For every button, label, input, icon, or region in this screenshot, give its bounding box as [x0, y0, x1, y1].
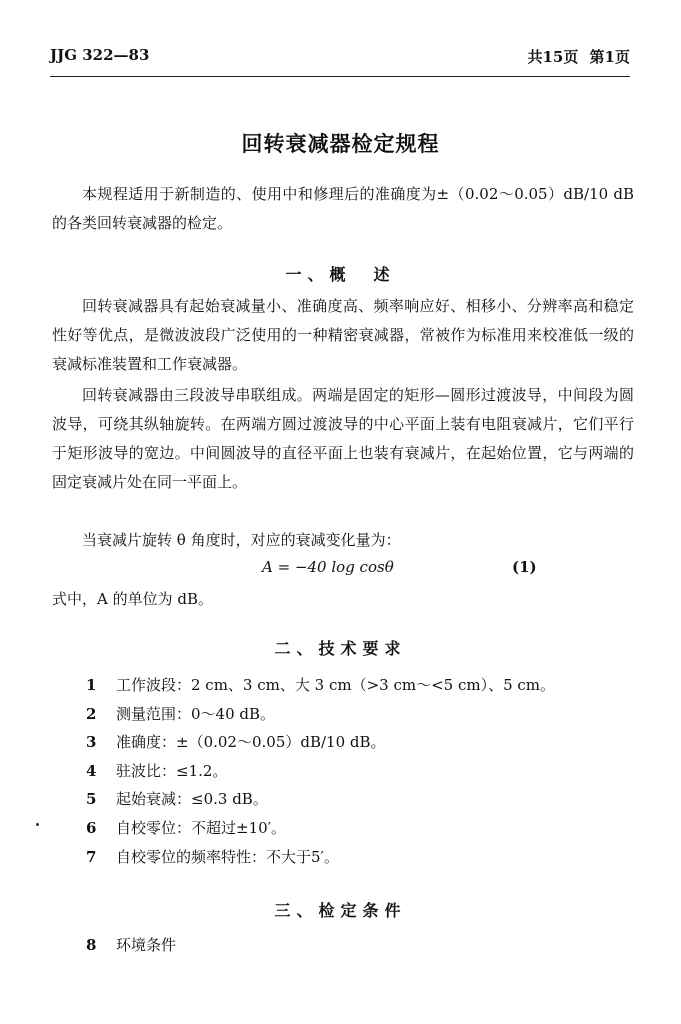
item-text: 准确度：±（0.02～0.05）dB/10 dB。: [116, 733, 386, 752]
header-rule: [50, 76, 630, 77]
standard-code: JJG 322—83: [50, 46, 150, 64]
item-text: 测量范围：0～40 dB。: [116, 704, 276, 723]
overview-paragraph-3: 当衰减片旋转 θ 角度时，对应的衰减变化量为：: [82, 531, 401, 549]
list-item: [86, 846, 646, 875]
item-text: 自校零位：不超过±10′。: [116, 818, 287, 837]
formula-note: 式中，A 的单位为 dB。: [52, 590, 213, 608]
item-number: 3: [86, 733, 97, 752]
list-item: [86, 934, 176, 955]
item-number: 7: [86, 847, 97, 866]
formula-number: (1): [512, 558, 537, 576]
section-heading-overview: 一、概 述: [285, 265, 396, 284]
item-text: 工作波段：2 cm、3 cm、大 3 cm（>3 cm～<5 cm）、5 cm。: [116, 676, 556, 694]
item-number: 1: [86, 676, 97, 694]
intro-paragraph: 本规程适用于新制造的、使用中和修理后的准确度为±（0.02～0.05）dB/10 dB 的各类回转衰减器的检定。: [52, 185, 634, 232]
list-item: [86, 817, 646, 846]
overview-paragraph-2: 回转衰减器由三段波导串联组成。两端是固定的矩形—圆形过渡波导，中间段为圆波导，可绕其纵轴旋转。在两端方圆过渡波导的中心平面上装有电阻衰减片，它们平行于矩形波导的宽边。中间圆波导的直径平面上也装有衰减片，在起始位置，它与两端的固定衰减片处在同一平面上。: [52, 386, 634, 491]
list-item: [86, 760, 646, 789]
list-item: [86, 731, 646, 760]
list-item: [86, 788, 646, 817]
item-number: 2: [86, 704, 97, 723]
list-item: [86, 674, 646, 703]
item-number: 4: [86, 761, 97, 780]
attenuation-formula: [0, 558, 681, 582]
requirements-list: [86, 674, 646, 874]
item-number: 5: [86, 790, 97, 809]
formula-expression: A = −40 log cosθ: [262, 558, 394, 576]
item-number: 8: [86, 936, 97, 954]
item-text: 环境条件: [116, 936, 177, 954]
page-header: [50, 46, 630, 74]
overview-paragraph-1: 回转衰减器具有起始衰减量小、准确度高、频率响应好、相移小、分辨率高和稳定性好等优点，是微波波段广泛使用的一种精密衰减器，常被作为标准用来校准低一级的衰减标准装置和工作衰减器。: [52, 297, 634, 373]
section-heading-requirements: 二、技术要求: [274, 639, 407, 658]
section-heading-conditions: 三、检定条件: [274, 901, 407, 920]
scan-speck: [36, 823, 39, 826]
page-count: 共15页 第1页: [527, 48, 630, 66]
item-number: 6: [86, 818, 97, 837]
item-text: 自校零位的频率特性：不大于5′。: [116, 847, 339, 866]
document-title: 回转衰减器检定规程: [241, 131, 440, 156]
list-item: [86, 703, 646, 732]
item-text: 起始衰减：≤0.3 dB。: [116, 790, 268, 809]
item-text: 驻波比：≤1.2。: [116, 761, 228, 780]
